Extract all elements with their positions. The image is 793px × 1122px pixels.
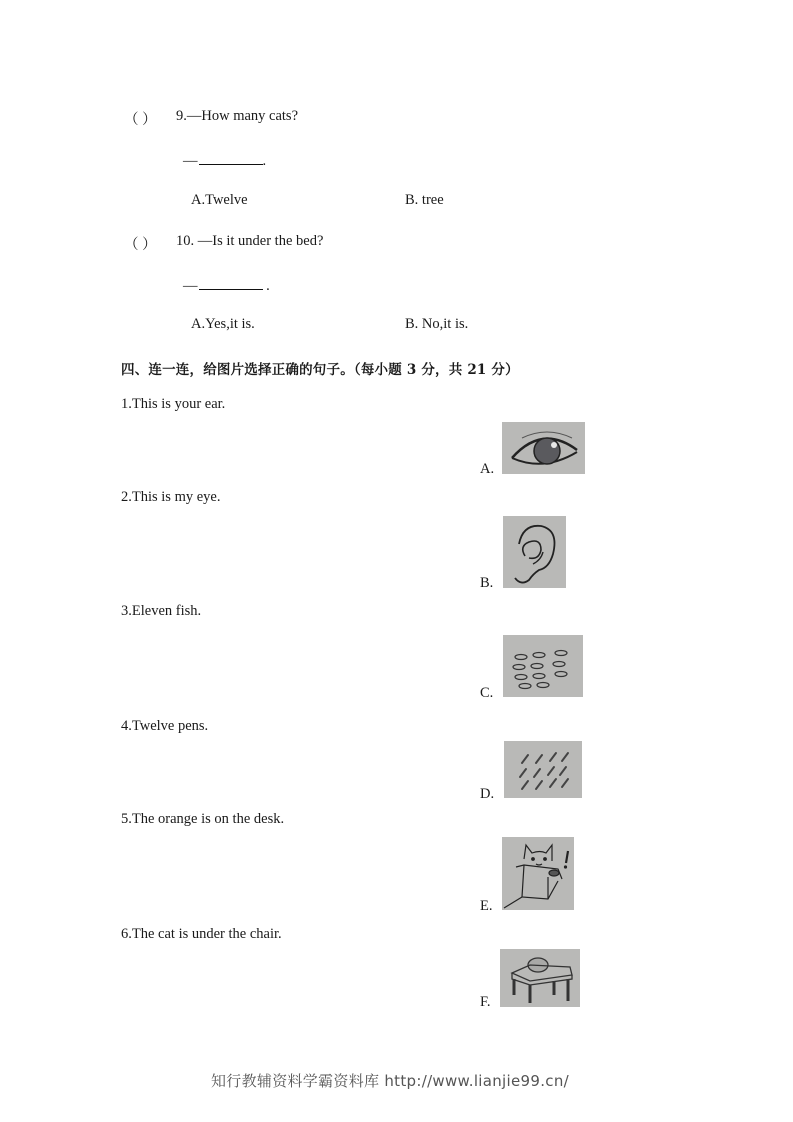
answer-bracket[interactable]: （ ） xyxy=(124,112,157,128)
section-heading: 四、连一连，给图片选择正确的句子。（每小题 3 分，共 21 分） xyxy=(121,362,519,378)
fish-group-picture-icon[interactable] xyxy=(503,635,583,697)
picture-label-f: F. xyxy=(480,994,491,1010)
answer-blank[interactable] xyxy=(199,150,263,165)
picture-label-e: E. xyxy=(480,898,493,914)
answer-blank[interactable] xyxy=(199,275,263,290)
picture-label-c: C. xyxy=(480,685,494,701)
period: . xyxy=(262,278,270,294)
eye-picture-icon[interactable] xyxy=(502,422,585,474)
period: . xyxy=(262,153,267,169)
answer-line xyxy=(183,150,266,170)
question-prompt: 10. —Is it under the bed? xyxy=(176,233,324,249)
answer-line xyxy=(183,275,270,295)
option-a: A.Twelve xyxy=(191,192,248,208)
sentence-5: 5.The orange is on the desk. xyxy=(121,811,285,827)
option-b: B. No,it is. xyxy=(405,316,469,332)
picture-label-a: A. xyxy=(480,461,495,477)
sentence-4: 4.Twelve pens. xyxy=(121,718,209,734)
sentence-1: 1.This is your ear. xyxy=(121,396,226,412)
cat-in-box-picture-icon[interactable] xyxy=(502,837,574,910)
answer-bracket[interactable]: （ ） xyxy=(124,237,157,253)
picture-label-b: B. xyxy=(480,575,494,591)
sentence-3: 3.Eleven fish. xyxy=(121,603,202,619)
ear-picture-icon[interactable] xyxy=(503,516,566,588)
footer-watermark: 知行教辅资料学霸资料库 http://www.lianjie99.cn/ xyxy=(211,1072,569,1090)
option-b: B. tree xyxy=(405,192,444,208)
dash: — xyxy=(183,153,198,169)
picture-label-d: D. xyxy=(480,786,495,802)
sentence-6: 6.The cat is under the chair. xyxy=(121,926,282,942)
sentence-2: 2.This is my eye. xyxy=(121,489,221,505)
option-a: A.Yes,it is. xyxy=(191,316,255,332)
dash: — xyxy=(183,278,198,294)
question-prompt: 9.—How many cats? xyxy=(176,108,299,124)
orange-on-desk-picture-icon[interactable] xyxy=(500,949,580,1007)
pens-group-picture-icon[interactable] xyxy=(504,741,582,798)
